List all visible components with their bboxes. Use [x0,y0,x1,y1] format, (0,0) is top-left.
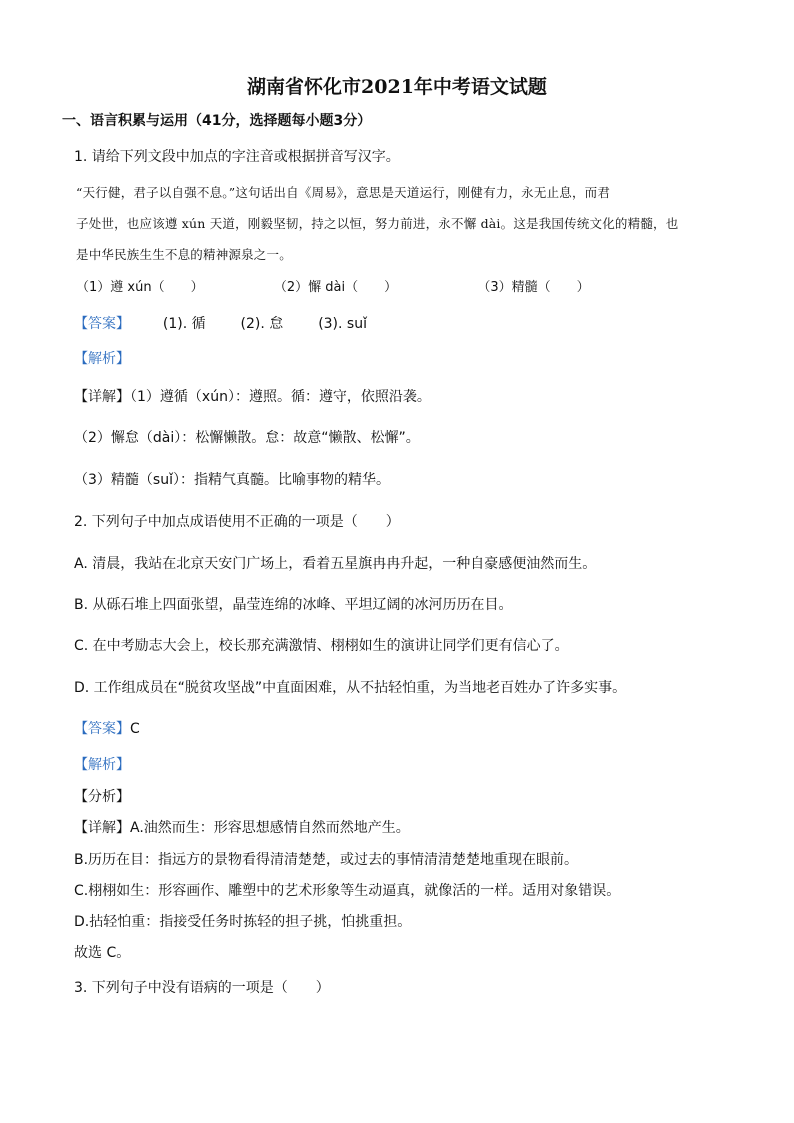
q1-answer-1: (1). 循 [162,316,206,332]
q2-detail-c: C.栩栩如生：形容画作、雕塑中的艺术形象等生动逼真，就像活的一样。适用对象错误。 [74,883,621,899]
q1-blank-3: （3）精髓（ ） [477,280,590,295]
q2-option-d: D. 工作组成员在“脱贫攻坚战”中直面困难，从不拈轻怕重，为当地老百姓办了许多实事。 [74,680,627,696]
q2-option-b: B. 从砾石堆上四面张望，晶莹连绵的冰峰、平坦辽阔的冰河历历在目。 [74,597,513,613]
q1-blanks [76,276,590,295]
q2-stem: 2. 下列句子中加点成语使用不正确的一项是（ ） [74,514,400,530]
answer-label: 【答案】 [74,316,130,332]
q1-detail-1: 【详解】（1）遵循（xún）：遵照。循：遵守，依照沿袭。 [74,389,431,405]
q1-detail-2: （2）懈怠（dài）：松懈懒散。怠：故意“懒散、松懈”。 [74,430,420,446]
q1-answer-2: (2). 怠 [240,316,284,332]
q1-passage-line-3: 是中华民族生生不息的精神源泉之一。 [76,247,292,262]
q2-conclusion: 故选 C。 [74,945,131,961]
q3-stem: 3. 下列句子中没有语病的一项是（ ） [74,980,330,996]
q1-blank-2: （2）懈 dài（ ） [273,280,398,295]
q1-answer-3: (3). suǐ [318,316,367,332]
q1-stem: 1. 请给下列文段中加点的字注音或根据拼音写汉字。 [74,149,400,165]
section-heading: 一、语言积累与运用（41分，选择题每小题3分） [62,113,372,129]
answer-label: 【答案】 [74,721,130,737]
q2-breakdown-label: 【分析】 [74,789,130,805]
q1-answer [74,313,367,333]
q1-detail-3: （3）精髓（suǐ）：指精气真髓。比喻事物的精华。 [74,472,390,488]
q2-detail-a: 【详解】A.油然而生：形容思想感情自然而然地产生。 [74,820,410,836]
page-title: 湖南省怀化市2021年中考语文试题 [247,76,547,98]
q2-option-a: A. 清晨，我站在北京天安门广场上，看着五星旗冉冉升起，一种自豪感便油然而生。 [74,556,597,572]
q2-option-c: C. 在中考励志大会上，校长那充满激情、栩栩如生的演讲让同学们更有信心了。 [74,638,569,654]
q2-analysis-label: 【解析】 [74,757,130,773]
q2-detail-b: B.历历在目：指远方的景物看得清清楚楚，或过去的事情清清楚楚地重现在眼前。 [74,852,579,868]
q2-detail-d: D.拈轻怕重：指接受任务时拣轻的担子挑，怕挑重担。 [74,914,412,930]
q2-answer-value: C [130,721,140,737]
q2-answer [74,718,140,738]
q1-passage-line-1: “天行健，君子以自强不息。”这句话出自《周易》，意思是天道运行，刚健有力，永无止息，而君 [76,185,611,200]
q1-blank-1: （1）遵 xún（ ） [76,280,204,295]
q1-analysis-label: 【解析】 [74,351,130,367]
q1-passage-line-2: 子处世，也应该遵 xún 天道，刚毅坚韧，持之以恒，努力前进，永不懈 dài。这是我国传统文化的精髓，也 [76,216,679,231]
